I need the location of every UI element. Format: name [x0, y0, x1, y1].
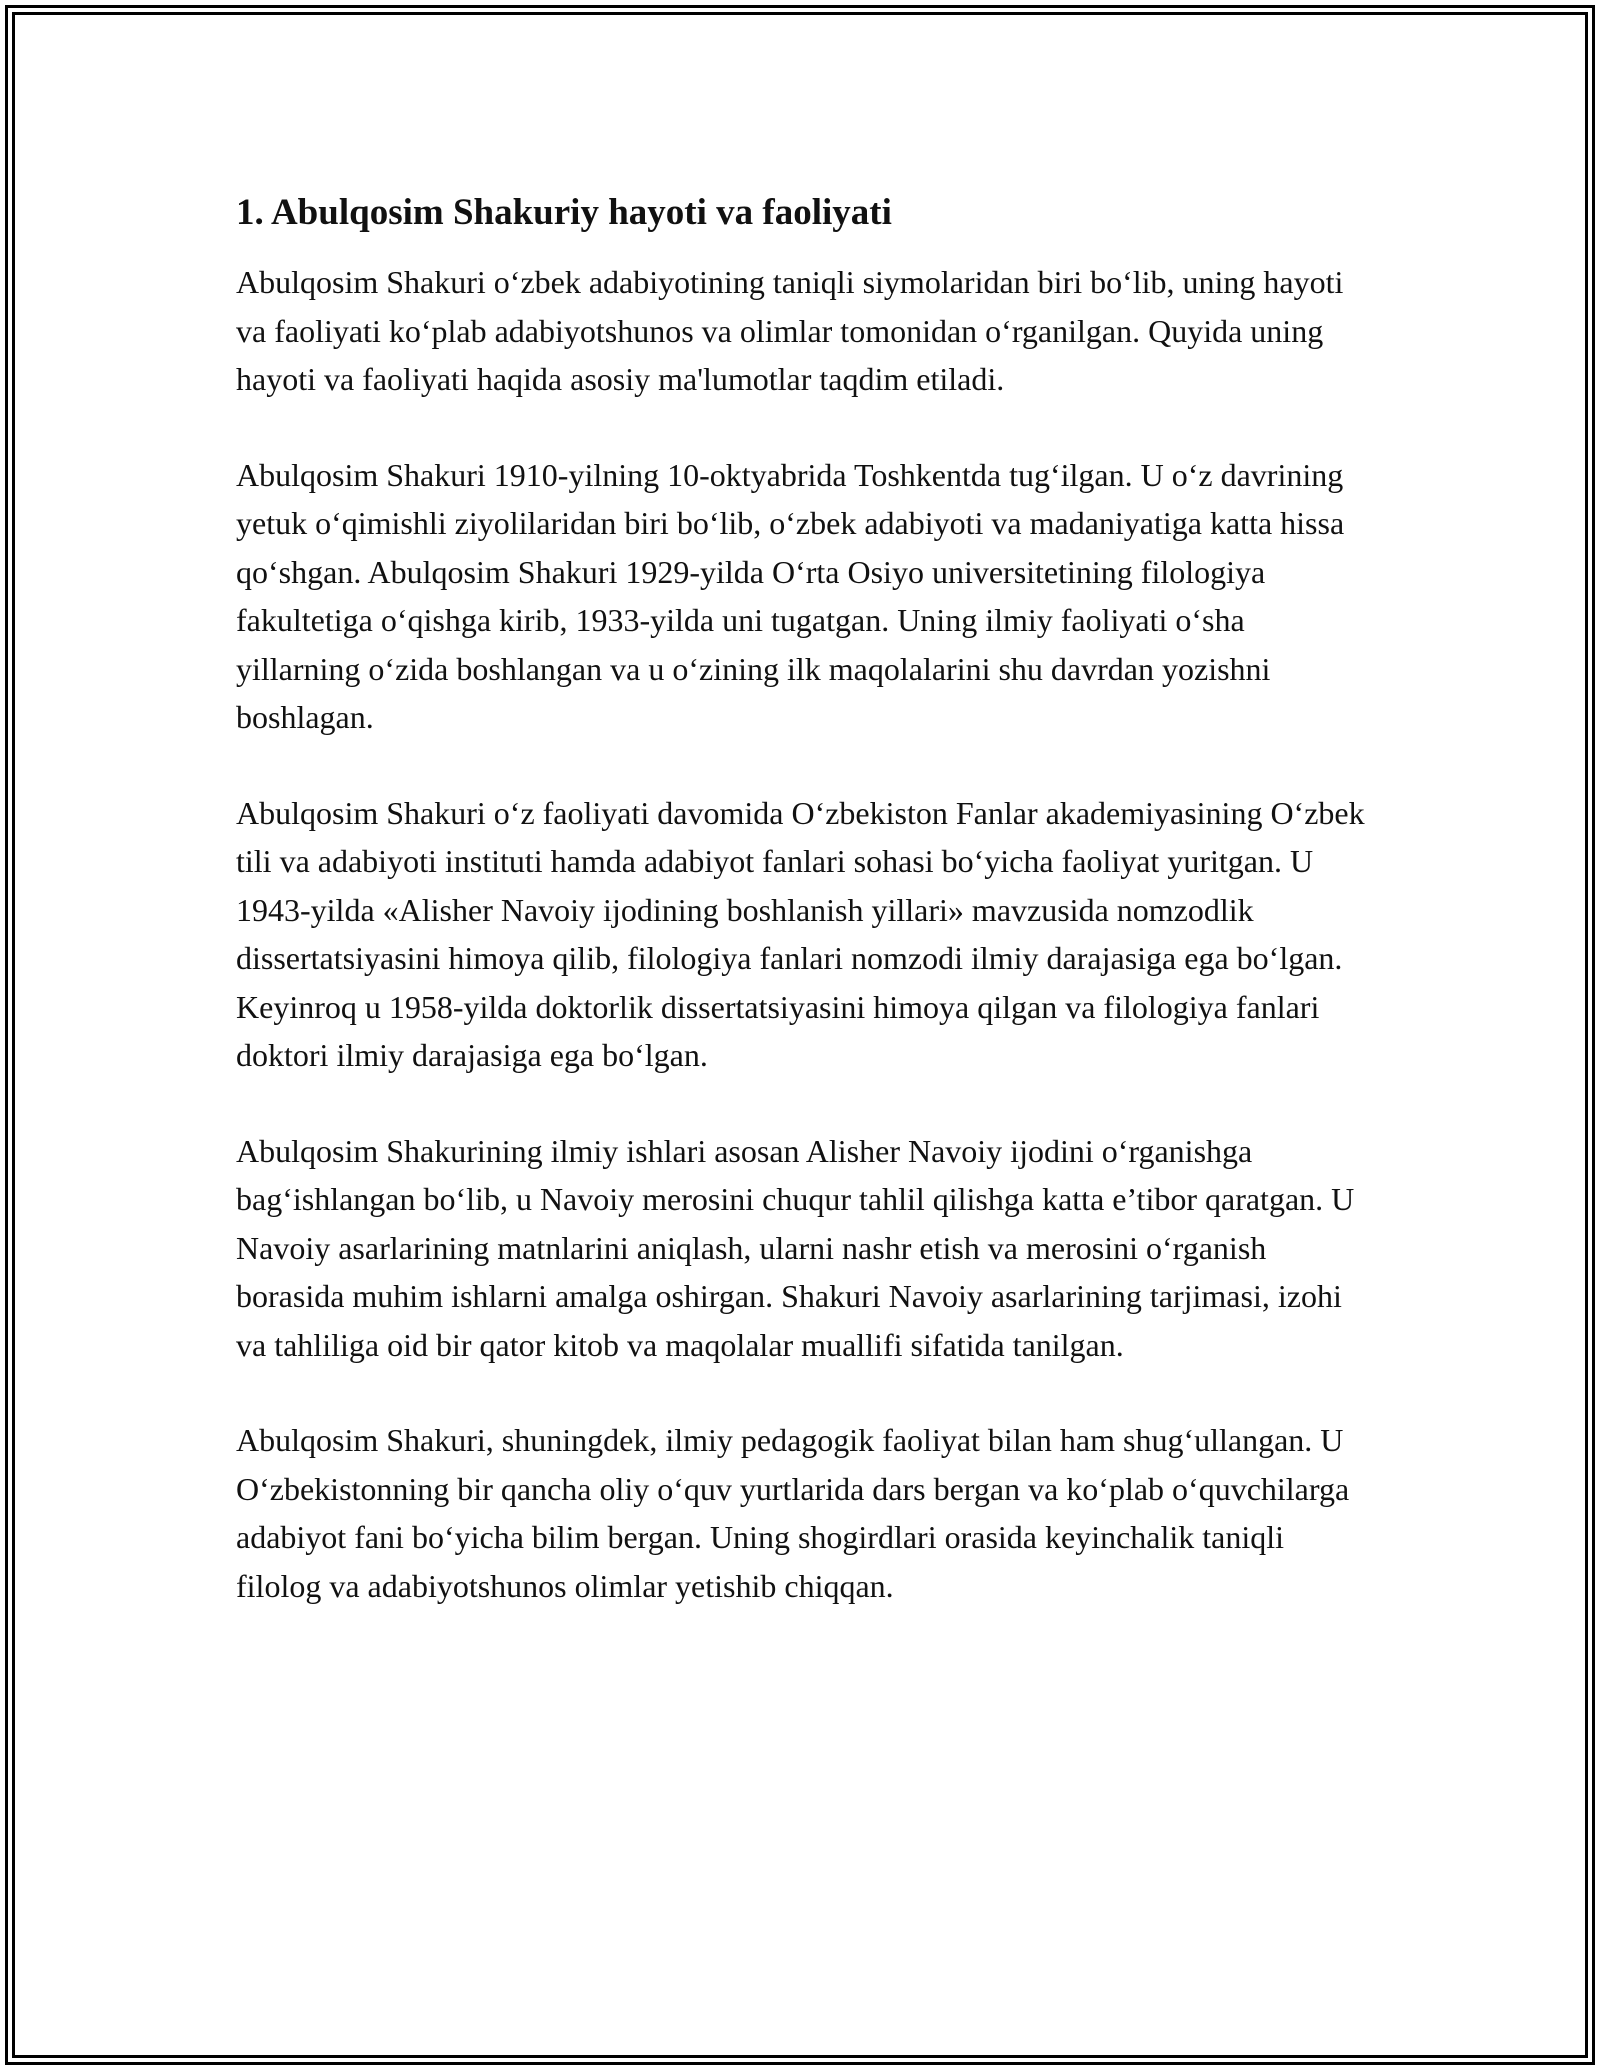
paragraph-early-life: Abulqosim Shakuri 1910-yilning 10-oktyabrida Toshkentda tug‘ilgan. U o‘z davrining yetuk o‘qimishli ziyolilaridan biri bo‘lib, o‘zbek adabiyoti va madaniyatiga katta hissa qo‘shgan. Abulqosim Shakuri 1929-yilda O‘rta Osiyo universitetining filologiya fakultetiga o‘qishga kirib, 1933-yilda uni tugatgan. Uning ilmiy faoliyati o‘sha yillarning o‘zida boshlangan va u o‘zining ilk maqolalarini shu davrdan yozishni boshlagan.: [236, 456, 1345, 735]
paragraph-teaching: Abulqosim Shakuri, shuningdek, ilmiy pedagogik faoliyat bilan ham shug‘ullangan. U O‘zbekistonning bir qancha oliy o‘quv yurtlarida dars bergan va ko‘plab o‘quvchilarga adabiyot fani bo‘yicha bilim bergan. Uning shogirdlari orasida keyinchalik taniqli filolog va adabiyotshunos olimlar yetishib chiqqan.: [236, 1422, 1350, 1604]
paragraph-academic-career: Abulqosim Shakuri o‘z faoliyati davomida O‘zbekiston Fanlar akademiyasining O‘zbek tili va adabiyoti instituti hamda adabiyot fanlari sohasi bo‘yicha faoliyat yuritgan. U 1943-yilda «Alisher Navoiy ijodining boshlanish yillari» mavzusida nomzodlik dissertatsiyasini himoya qilib, filologiya fanlari nomzodi ilmiy darajasiga ega bo‘lgan. Keyinroq u 1958-yilda doktorlik dissertatsiyasini himoya qilgan va filologiya fanlari doktori ilmiy darajasiga ega bo‘lgan.: [236, 794, 1365, 1073]
paragraph-intro: Abulqosim Shakuri o‘zbek adabiyotining taniqli siymolaridan biri bo‘lib, uning hayoti va faoliyati ko‘plab adabiyotshunos va olimlar tomonidan o‘rganilgan. Quyida uning hayoti va faoliyati haqida asosiy ma'lumotlar taqdim etiladi.: [236, 264, 1344, 397]
paragraph-navoi-research: Abulqosim Shakurining ilmiy ishlari asosan Alisher Navoiy ijodini o‘rganishga bag‘ishlangan bo‘lib, u Navoiy merosini chuqur tahlil qilishga katta e’tibor qaratgan. U Navoiy asarlarining matnlarini aniqlash, ularni nashr etish va merosini o‘rganish borasida muhim ishlarni amalga oshirgan. Shakuri Navoiy asarlarining tarjimasi, izohi va tahliliga oid bir qator kitob va maqolalar muallifi sifatida tanilgan.: [236, 1132, 1355, 1363]
section-title: 1. Abulqosim Shakuriy hayoti va faoliyati: [236, 192, 892, 233]
document-body: [236, 186, 1366, 1657]
